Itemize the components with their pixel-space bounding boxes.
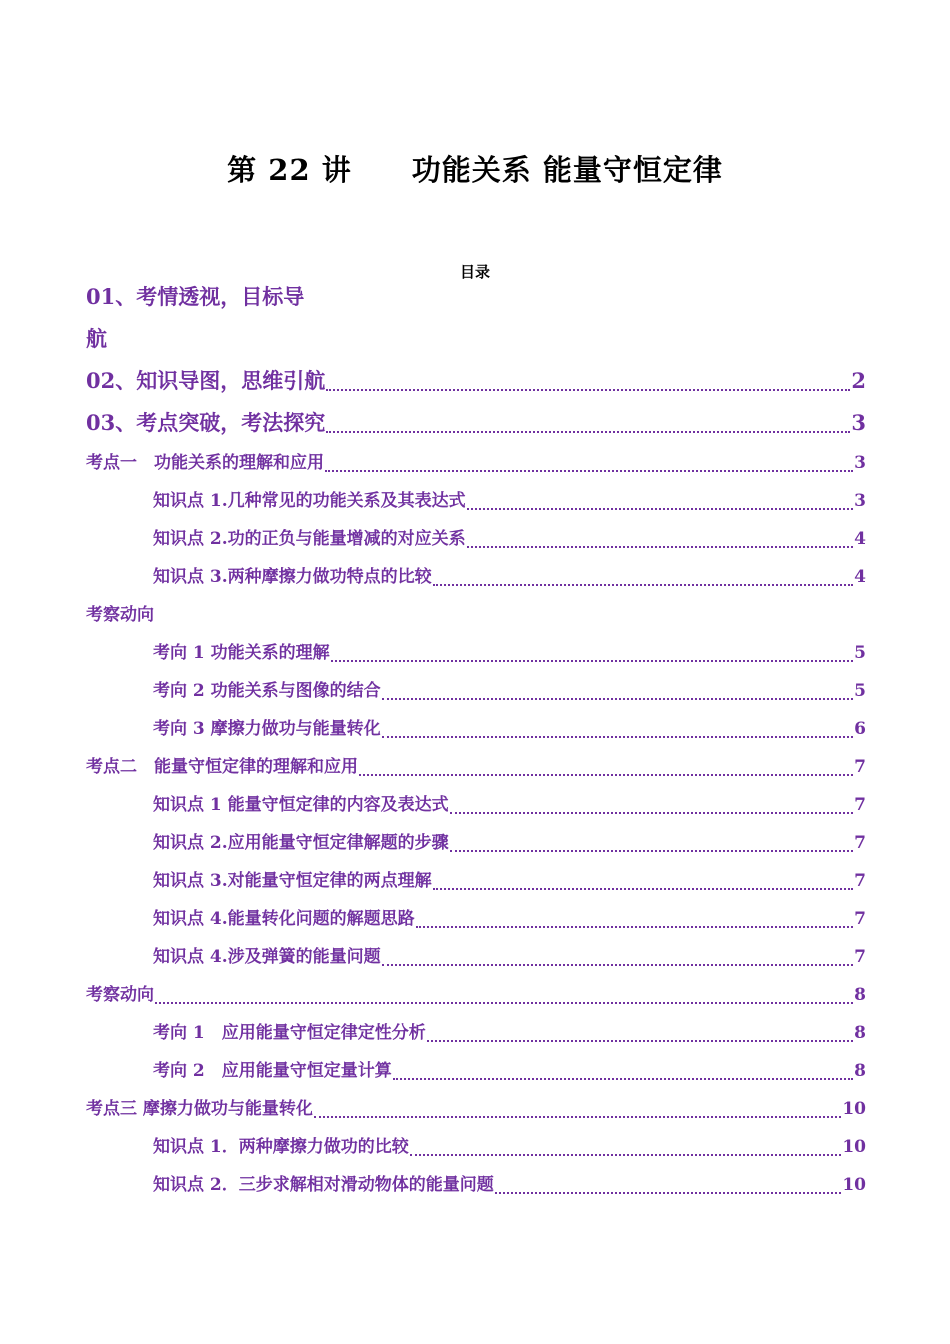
toc-entry-direction[interactable] (86, 710, 866, 748)
toc-heading: 目录 (459, 263, 490, 281)
toc-entry-knowledge[interactable] (86, 1128, 866, 1166)
toc-entry-01[interactable] (86, 276, 866, 360)
dot-leader (450, 812, 853, 814)
toc-entry-text: 知识点 2.应用能量守恒定律解题的步骤 (153, 833, 449, 853)
toc-page-number: 10 (842, 1175, 866, 1195)
toc-entry-knowledge[interactable] (86, 786, 866, 824)
toc-entry-text: 01、考情透视，目标导航 (86, 284, 305, 351)
toc-page-number: 2 (851, 368, 866, 393)
dot-leader (467, 546, 853, 548)
toc-entry-text: 考点二 能量守恒定律的理解和应用 (86, 757, 358, 777)
toc-entry-text: 考察动向 (86, 985, 154, 1005)
toc-entry-text: 知识点 1．两种摩擦力做功的比较 (153, 1137, 409, 1157)
toc-page-number: 3 (854, 491, 866, 511)
toc-entry-text: 考向 3 摩擦力做功与能量转化 (153, 719, 381, 739)
dot-leader (433, 888, 853, 890)
toc-entry-text: 知识点 4.能量转化问题的解题思路 (153, 909, 415, 929)
toc-page-number: 7 (854, 833, 866, 853)
toc-page-number: 10 (842, 1137, 866, 1157)
toc-page-number: 10 (842, 1099, 866, 1119)
dot-leader (416, 926, 853, 928)
dot-leader (393, 1078, 853, 1080)
dot-leader (314, 1116, 841, 1118)
toc-entry-text: 考向 1 功能关系的理解 (153, 643, 330, 663)
toc-entry-03[interactable] (86, 402, 866, 444)
dot-leader (467, 508, 853, 510)
toc-entry-text: 知识点 3.两种摩擦力做功特点的比较 (153, 567, 432, 587)
toc-entry-text: 知识点 2.功的正负与能量增减的对应关系 (153, 529, 466, 549)
toc-page-number: 7 (854, 909, 866, 929)
dot-leader (495, 1192, 842, 1194)
dot-leader (382, 964, 853, 966)
toc-entry-text: 考向 1 应用能量守恒定律定性分析 (153, 1023, 426, 1043)
toc-entry-knowledge[interactable] (86, 1166, 866, 1204)
toc-entry-text: 知识点 4.涉及弹簧的能量问题 (153, 947, 381, 967)
toc-entry-text: 03、考点突破，考法探究 (86, 410, 326, 435)
dot-leader (325, 470, 853, 472)
dot-leader (410, 1154, 842, 1156)
toc-entry-knowledge[interactable] (86, 482, 866, 520)
dot-leader (427, 1040, 853, 1042)
toc-entry-kaodian-3[interactable] (86, 1090, 866, 1128)
toc-entry-text: 知识点 2．三步求解相对滑动物体的能量问题 (153, 1175, 494, 1195)
toc-entry-kaodian-1[interactable] (86, 444, 866, 482)
dot-leader (433, 584, 853, 586)
toc-page-number: 3 (854, 453, 866, 473)
toc-entry-text: 知识点 1.几种常见的功能关系及其表达式 (153, 491, 466, 511)
dot-leader (326, 389, 850, 391)
toc-entry-text: 考察动向 (86, 605, 154, 625)
toc-page-number: 6 (854, 719, 866, 739)
toc-page-number: 7 (854, 947, 866, 967)
toc-entry-text: 考点三 摩擦力做功与能量转化 (86, 1099, 313, 1119)
toc-page-number: 8 (854, 985, 866, 1005)
dot-leader (382, 736, 853, 738)
toc-page-number: 8 (854, 1061, 866, 1081)
toc-entry-text: 考向 2 应用能量守恒定量计算 (153, 1061, 392, 1081)
toc-entry-knowledge[interactable] (86, 824, 866, 862)
toc-page-number: 7 (854, 757, 866, 777)
toc-entry-text: 02、知识导图，思维引航 (86, 368, 326, 393)
dot-leader (326, 431, 850, 433)
toc-entry-knowledge[interactable] (86, 558, 866, 596)
table-of-contents (86, 276, 866, 1204)
toc-page-number: 3 (851, 410, 866, 435)
toc-entry-direction[interactable] (86, 1014, 866, 1052)
dot-leader (155, 1002, 853, 1004)
toc-entry-text: 知识点 3.对能量守恒定律的两点理解 (153, 871, 432, 891)
toc-page-number: 7 (854, 871, 866, 891)
toc-entry-knowledge[interactable] (86, 938, 866, 976)
page-title: 第 22 讲 功能关系 能量守恒定律 (227, 153, 723, 187)
toc-page-number: 8 (854, 1023, 866, 1043)
toc-page-number: 5 (854, 643, 866, 663)
toc-page-number: 4 (854, 529, 866, 549)
dot-leader (382, 698, 853, 700)
toc-entry-kaocha[interactable] (86, 976, 866, 1014)
dot-leader (359, 774, 853, 776)
toc-entry-knowledge[interactable] (86, 520, 866, 558)
toc-entry-text: 考向 2 功能关系与图像的结合 (153, 681, 381, 701)
toc-entry-kaodian-2[interactable] (86, 748, 866, 786)
dot-leader (450, 850, 853, 852)
toc-entry-direction[interactable] (86, 672, 866, 710)
toc-entry-direction[interactable] (86, 634, 866, 672)
toc-entry-text: 考点一 功能关系的理解和应用 (86, 453, 324, 473)
toc-entry-02[interactable] (86, 360, 866, 402)
toc-entry-text: 知识点 1 能量守恒定律的内容及表达式 (153, 795, 449, 815)
toc-entry-direction[interactable] (86, 1052, 866, 1090)
dot-leader (331, 660, 853, 662)
toc-page-number: 5 (854, 681, 866, 701)
toc-entry-knowledge[interactable] (86, 900, 866, 938)
toc-entry-kaocha[interactable] (86, 596, 866, 634)
toc-entry-knowledge[interactable] (86, 862, 866, 900)
toc-page-number: 7 (854, 795, 866, 815)
toc-page-number: 4 (854, 567, 866, 587)
